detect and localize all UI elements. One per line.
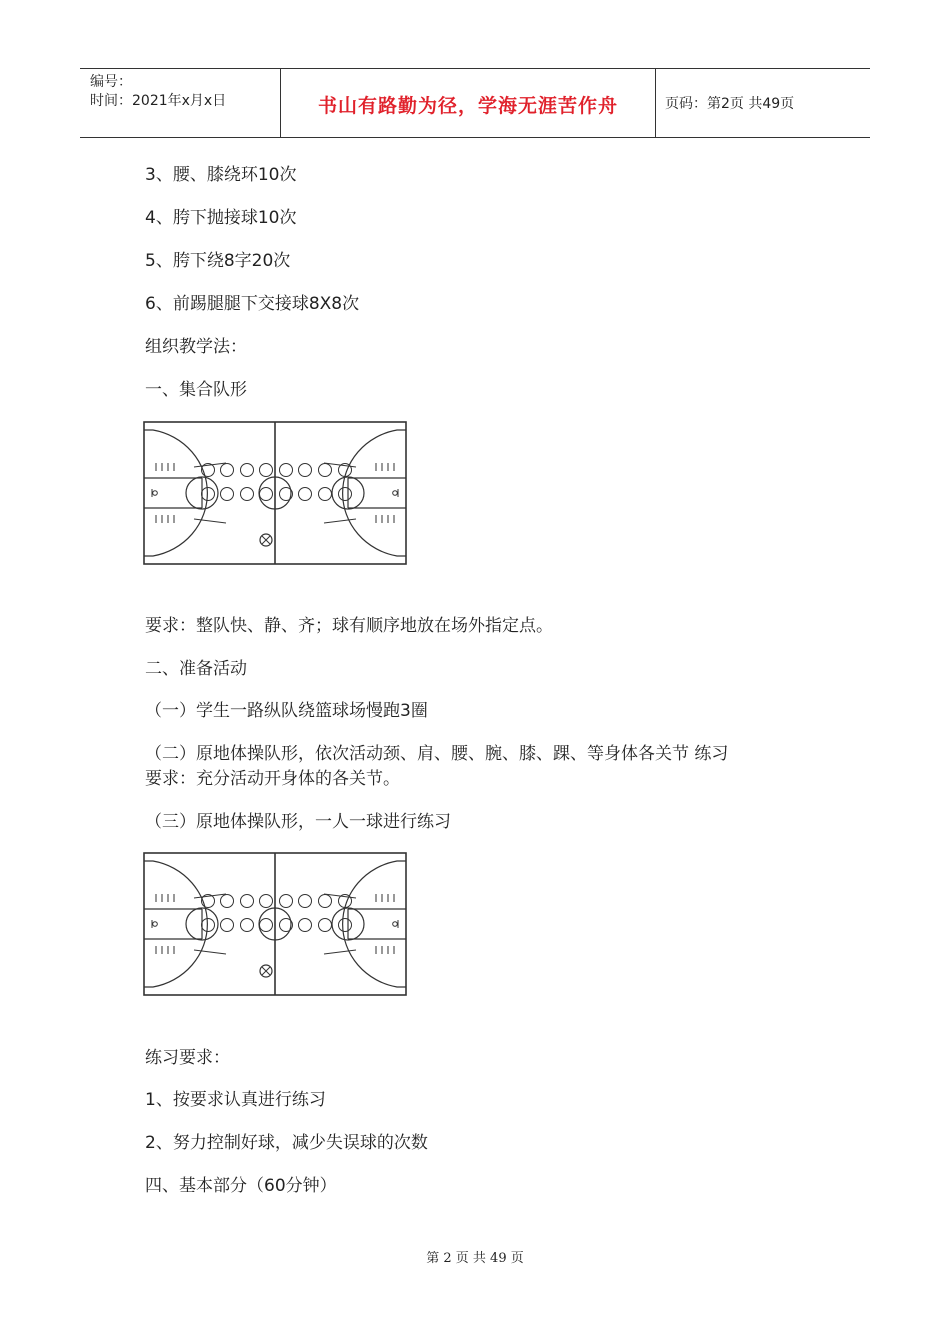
player-circle [299,895,312,908]
player-circle [221,919,234,932]
section-heading: 组织教学法： [145,337,247,357]
body-line: 要求：整队快、静、齐；球有顺序地放在场外指定点。 [145,616,553,636]
section-heading: 四、基本部分（60分钟） [145,1176,337,1196]
header-page-cell [655,69,870,137]
player-circle [299,464,312,477]
player-circle [241,488,254,501]
header-page-info: 页码：第2页 共49页 [665,96,795,112]
basketball-court-formation-diagram [143,421,407,565]
player-circle [221,895,234,908]
court-diagonal-line [194,519,226,523]
basketball-court-formation-diagram [143,852,407,996]
court-diagonal-line [324,950,356,954]
player-circle [260,895,273,908]
section-heading: 二、准备活动 [145,659,247,679]
three-point-arc-right [343,861,406,987]
three-point-arc-right [343,430,406,556]
body-line: 6、前踢腿腿下交接球8X8次 [145,294,360,314]
player-circle [280,464,293,477]
player-circle [260,464,273,477]
basket-hoop-right [393,491,398,496]
three-point-arc-left [144,861,207,987]
player-circle [241,919,254,932]
basket-hoop-left [153,922,158,927]
body-line: 2、努力控制好球，减少失误球的次数 [145,1133,428,1153]
player-circle [280,895,293,908]
court-diagonal-line [194,950,226,954]
court-diagonal-line [324,519,356,523]
body-line: （二）原地体操队形，依次活动颈、肩、腰、腕、膝、踝、等身体各关节 练习 [145,744,729,764]
player-circle [260,919,273,932]
section-heading: 练习要求： [145,1048,230,1068]
player-circle [221,488,234,501]
body-line: （一）学生一路纵队绕篮球场慢跑3圈 [145,701,428,721]
body-line: 要求：充分活动开身体的各关节。 [145,769,400,789]
header-motto: 书山有路勤为径，学海无涯苦作舟 [317,95,618,117]
body-line: 1、按要求认真进行练习 [145,1090,326,1110]
body-line: 4、胯下抛接球10次 [145,208,297,228]
player-circle [339,488,352,501]
page-footer: 第 2 页 共 49 页 [426,1251,524,1266]
player-circle [202,919,215,932]
section-heading: 一、集合队形 [145,380,247,400]
player-circle [260,488,273,501]
basket-hoop-left [153,491,158,496]
player-circle [241,895,254,908]
player-circle [299,919,312,932]
document-time-label: 时间：2021年x月x日 [90,93,227,109]
header-info-cell [80,69,280,137]
player-circle [319,919,332,932]
header-motto-cell [280,69,656,137]
player-circle [202,488,215,501]
player-circle [221,464,234,477]
three-point-arc-left [144,430,207,556]
body-line: 3、腰、膝绕环10次 [145,165,297,185]
player-circle [319,895,332,908]
body-line: 5、胯下绕8字20次 [145,251,291,271]
player-circle [319,464,332,477]
document-number-label: 编号： [90,74,132,90]
player-circle [339,919,352,932]
player-circle [319,488,332,501]
body-line: （三）原地体操队形，一人一球进行练习 [145,812,451,832]
player-circle [299,488,312,501]
player-circle [241,464,254,477]
page-header [80,68,870,138]
basket-hoop-right [393,922,398,927]
